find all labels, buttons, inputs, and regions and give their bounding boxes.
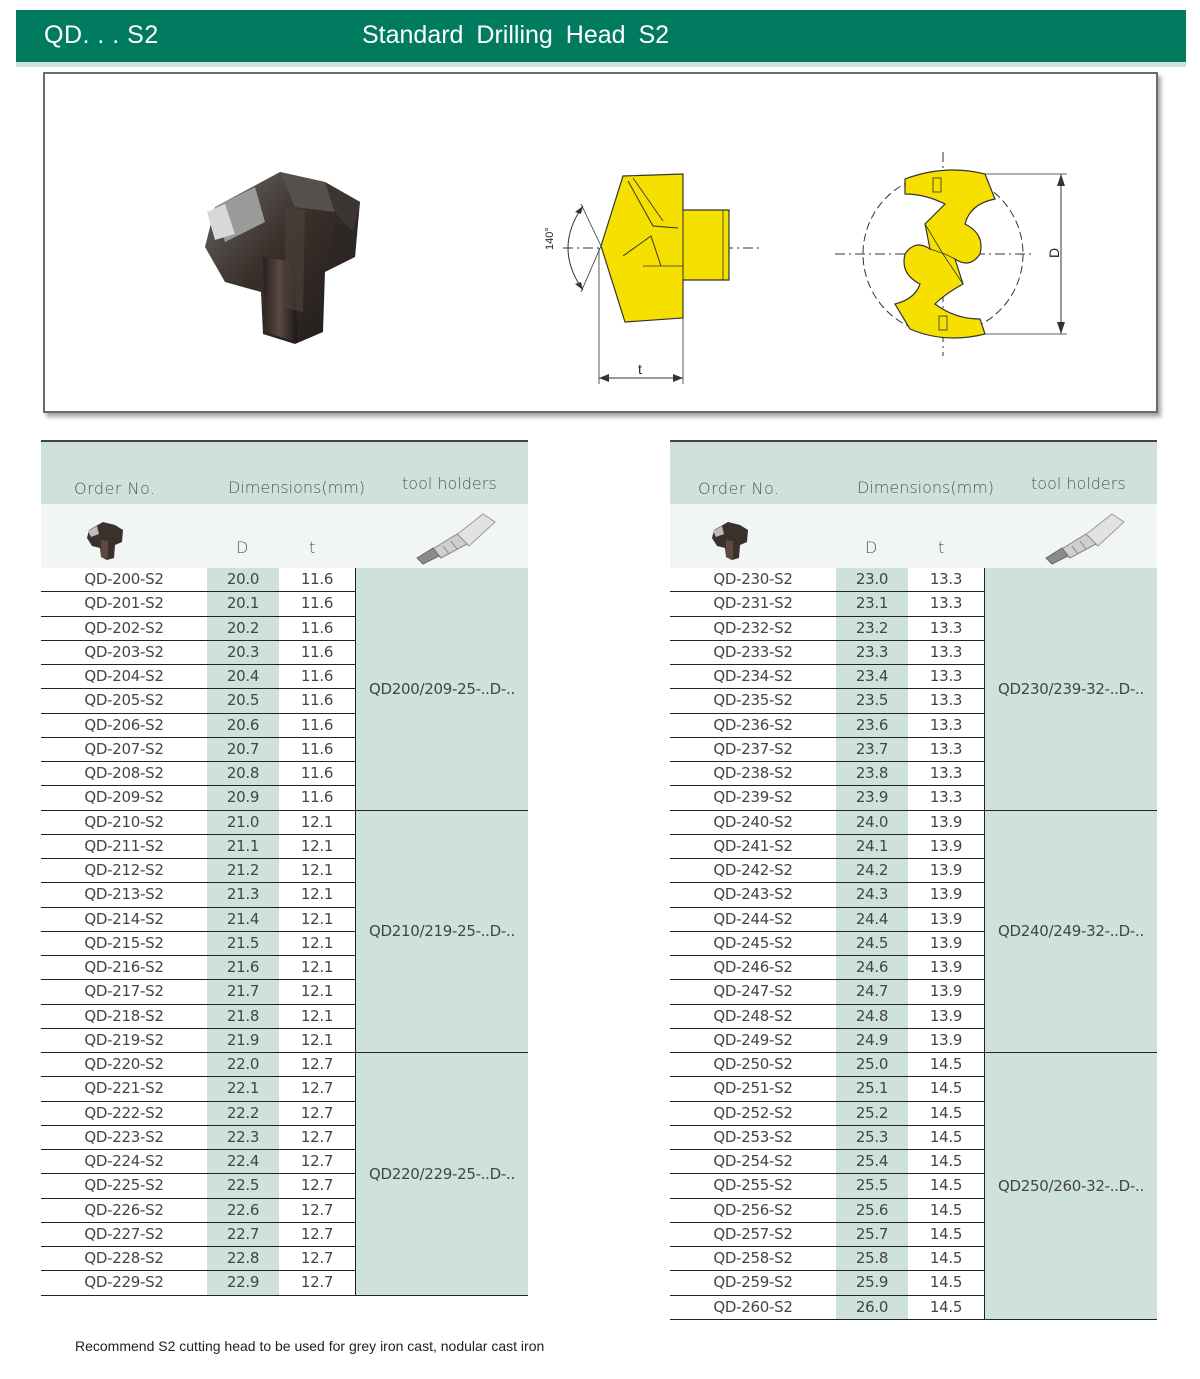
table-row — [41, 1005, 355, 1029]
t-value-cell: 11.6 — [279, 689, 355, 712]
table-row — [670, 1271, 984, 1295]
d-value-cell: 21.2 — [207, 859, 279, 882]
d-value-cell: 20.7 — [207, 738, 279, 761]
table-row — [670, 1102, 984, 1126]
order-no-header: Order No. — [698, 479, 780, 498]
d-value-cell: 25.8 — [836, 1247, 908, 1270]
table-row — [670, 1247, 984, 1271]
table-row — [41, 835, 355, 859]
product-code: QD. . . S2 — [44, 21, 159, 49]
t-value-cell: 13.9 — [908, 811, 984, 834]
order-no-header: Order No. — [74, 479, 156, 498]
t-value-cell: 13.3 — [908, 738, 984, 761]
t-value-cell: 13.9 — [908, 932, 984, 955]
t-value-cell: 13.9 — [908, 883, 984, 906]
d-value-cell: 20.9 — [207, 786, 279, 809]
order-no-cell: QD-225-S2 — [41, 1174, 207, 1197]
t-dimension-label: t — [638, 361, 642, 377]
d-value-cell: 24.8 — [836, 1005, 908, 1028]
d-value-cell: 25.9 — [836, 1271, 908, 1294]
d-value-cell: 20.1 — [207, 592, 279, 615]
table-row — [41, 908, 355, 932]
holder-group — [670, 811, 1157, 1054]
d-value-cell: 24.4 — [836, 908, 908, 931]
side-view-drawing — [533, 166, 773, 386]
t-value-cell: 12.7 — [279, 1271, 355, 1294]
order-no-cell: QD-230-S2 — [670, 568, 836, 591]
t-value-cell: 12.7 — [279, 1199, 355, 1222]
d-value-cell: 24.2 — [836, 859, 908, 882]
table-row — [670, 980, 984, 1004]
d-value-cell: 23.2 — [836, 617, 908, 640]
d-value-cell: 20.5 — [207, 689, 279, 712]
angle-label: 140° — [544, 227, 556, 250]
t-value-cell: 12.7 — [279, 1077, 355, 1100]
order-no-cell: QD-206-S2 — [41, 714, 207, 737]
order-no-cell: QD-221-S2 — [41, 1077, 207, 1100]
d-value-cell: 22.8 — [207, 1247, 279, 1270]
d-value-cell: 21.5 — [207, 932, 279, 955]
table-row — [670, 1296, 984, 1320]
d-value-cell: 21.3 — [207, 883, 279, 906]
d-value-cell: 22.9 — [207, 1271, 279, 1294]
t-value-cell: 12.7 — [279, 1126, 355, 1149]
d-column-header: D — [236, 538, 249, 557]
table-row — [670, 1029, 984, 1053]
t-value-cell: 14.5 — [908, 1223, 984, 1246]
tool-holder-cell: QD240/249-32-..D-.. — [984, 811, 1157, 1054]
table-header — [670, 440, 1157, 568]
d-value-cell: 21.6 — [207, 956, 279, 979]
table-row — [41, 1223, 355, 1247]
d-value-cell: 21.7 — [207, 980, 279, 1003]
table-row — [670, 1005, 984, 1029]
order-no-cell: QD-250-S2 — [670, 1053, 836, 1076]
table-row — [41, 980, 355, 1004]
t-value-cell: 11.6 — [279, 786, 355, 809]
page-header — [16, 10, 1186, 62]
table-row — [41, 1102, 355, 1126]
order-no-cell: QD-209-S2 — [41, 786, 207, 809]
dimensions-header: Dimensions(mm) — [857, 478, 995, 497]
order-no-cell: QD-200-S2 — [41, 568, 207, 591]
table-row — [670, 835, 984, 859]
order-no-cell: QD-255-S2 — [670, 1174, 836, 1197]
table-row — [41, 1199, 355, 1223]
d-value-cell: 25.2 — [836, 1102, 908, 1125]
left-spec-table — [41, 440, 528, 1296]
order-no-cell: QD-251-S2 — [670, 1077, 836, 1100]
table-row — [41, 617, 355, 641]
order-no-cell: QD-245-S2 — [670, 932, 836, 955]
t-value-cell: 14.5 — [908, 1053, 984, 1076]
d-column-header: D — [865, 538, 878, 557]
table-row — [41, 811, 355, 835]
table-row — [41, 1150, 355, 1174]
d-value-cell: 25.5 — [836, 1174, 908, 1197]
t-value-cell: 14.5 — [908, 1199, 984, 1222]
table-row — [670, 1053, 984, 1077]
order-no-cell: QD-208-S2 — [41, 762, 207, 785]
t-value-cell: 12.7 — [279, 1223, 355, 1246]
usage-note: Recommend S2 cutting head to be used for grey iron cast, nodular cast iron — [75, 1338, 545, 1354]
d-dimension-label: D — [1046, 247, 1062, 258]
t-value-cell: 13.9 — [908, 1005, 984, 1028]
d-value-cell: 25.0 — [836, 1053, 908, 1076]
d-value-cell: 21.0 — [207, 811, 279, 834]
order-no-cell: QD-237-S2 — [670, 738, 836, 761]
table-row — [41, 568, 355, 592]
order-no-cell: QD-223-S2 — [41, 1126, 207, 1149]
dimensions-header: Dimensions(mm) — [228, 478, 366, 497]
order-no-cell: QD-239-S2 — [670, 786, 836, 809]
order-no-cell: QD-202-S2 — [41, 617, 207, 640]
table-row — [41, 689, 355, 713]
order-no-cell: QD-226-S2 — [41, 1199, 207, 1222]
order-no-cell: QD-252-S2 — [670, 1102, 836, 1125]
d-value-cell: 25.6 — [836, 1199, 908, 1222]
order-no-cell: QD-207-S2 — [41, 738, 207, 761]
order-no-cell: QD-232-S2 — [670, 617, 836, 640]
t-value-cell: 14.5 — [908, 1271, 984, 1294]
t-value-cell: 14.5 — [908, 1296, 984, 1319]
order-no-cell: QD-204-S2 — [41, 665, 207, 688]
tool-holders-header: tool holders — [1031, 474, 1126, 493]
table-row — [41, 1077, 355, 1101]
d-value-cell: 20.6 — [207, 714, 279, 737]
d-value-cell: 23.5 — [836, 689, 908, 712]
t-value-cell: 14.5 — [908, 1102, 984, 1125]
table-row — [41, 1174, 355, 1198]
d-value-cell: 23.8 — [836, 762, 908, 785]
t-value-cell: 13.3 — [908, 714, 984, 737]
d-value-cell: 21.1 — [207, 835, 279, 858]
holder-group — [41, 568, 528, 811]
d-value-cell: 25.3 — [836, 1126, 908, 1149]
order-no-cell: QD-214-S2 — [41, 908, 207, 931]
d-value-cell: 22.5 — [207, 1174, 279, 1197]
order-no-cell: QD-215-S2 — [41, 932, 207, 955]
t-value-cell: 13.3 — [908, 617, 984, 640]
order-no-cell: QD-247-S2 — [670, 980, 836, 1003]
t-value-cell: 13.3 — [908, 786, 984, 809]
order-no-cell: QD-228-S2 — [41, 1247, 207, 1270]
order-no-cell: QD-220-S2 — [41, 1053, 207, 1076]
order-no-cell: QD-218-S2 — [41, 1005, 207, 1028]
order-no-cell: QD-240-S2 — [670, 811, 836, 834]
order-no-cell: QD-222-S2 — [41, 1102, 207, 1125]
d-value-cell: 24.9 — [836, 1029, 908, 1052]
table-row — [670, 568, 984, 592]
table-row — [41, 859, 355, 883]
d-value-cell: 22.7 — [207, 1223, 279, 1246]
d-value-cell: 23.9 — [836, 786, 908, 809]
table-row — [41, 592, 355, 616]
drill-head-render-icon — [185, 162, 375, 352]
t-value-cell: 12.7 — [279, 1053, 355, 1076]
tool-holder-cell: QD220/229-25-..D-.. — [355, 1053, 528, 1296]
d-value-cell: 24.5 — [836, 932, 908, 955]
tool-holder-icon — [411, 506, 501, 566]
order-no-cell: QD-249-S2 — [670, 1029, 836, 1052]
order-no-cell: QD-216-S2 — [41, 956, 207, 979]
d-value-cell: 24.6 — [836, 956, 908, 979]
table-row — [670, 738, 984, 762]
table-row — [41, 786, 355, 810]
tool-holder-cell: QD210/219-25-..D-.. — [355, 811, 528, 1054]
page-title: Standard Drilling Head S2 — [362, 21, 670, 49]
order-no-cell: QD-256-S2 — [670, 1199, 836, 1222]
order-no-cell: QD-248-S2 — [670, 1005, 836, 1028]
table-row — [41, 1029, 355, 1053]
d-value-cell: 22.4 — [207, 1150, 279, 1173]
d-value-cell: 22.3 — [207, 1126, 279, 1149]
table-row — [41, 665, 355, 689]
t-value-cell: 12.1 — [279, 859, 355, 882]
d-value-cell: 22.0 — [207, 1053, 279, 1076]
table-row — [41, 1247, 355, 1271]
t-value-cell: 11.6 — [279, 592, 355, 615]
table-row — [41, 1053, 355, 1077]
t-value-cell: 14.5 — [908, 1077, 984, 1100]
d-value-cell: 23.0 — [836, 568, 908, 591]
table-row — [670, 932, 984, 956]
t-value-cell: 12.1 — [279, 980, 355, 1003]
order-no-cell: QD-213-S2 — [41, 883, 207, 906]
order-no-cell: QD-219-S2 — [41, 1029, 207, 1052]
t-value-cell: 13.9 — [908, 908, 984, 931]
holder-group — [41, 811, 528, 1054]
order-no-cell: QD-217-S2 — [41, 980, 207, 1003]
t-value-cell: 12.1 — [279, 908, 355, 931]
t-value-cell: 12.1 — [279, 883, 355, 906]
table-row — [670, 908, 984, 932]
t-value-cell: 13.9 — [908, 1029, 984, 1052]
d-value-cell: 25.7 — [836, 1223, 908, 1246]
t-value-cell: 12.1 — [279, 835, 355, 858]
table-row — [670, 811, 984, 835]
t-value-cell: 11.6 — [279, 617, 355, 640]
table-row — [670, 1077, 984, 1101]
drill-head-thumbnail-icon — [83, 520, 125, 560]
tool-holder-cell: QD230/239-32-..D-.. — [984, 568, 1157, 811]
d-value-cell: 22.1 — [207, 1077, 279, 1100]
table-row — [41, 956, 355, 980]
table-row — [670, 859, 984, 883]
d-value-cell: 23.6 — [836, 714, 908, 737]
table-row — [670, 592, 984, 616]
t-column-header: t — [938, 538, 945, 557]
table-row — [41, 1271, 355, 1295]
table-row — [41, 641, 355, 665]
table-row — [670, 714, 984, 738]
left-table-body — [41, 568, 528, 1296]
table-row — [670, 1199, 984, 1223]
t-value-cell: 13.9 — [908, 835, 984, 858]
d-value-cell: 24.1 — [836, 835, 908, 858]
order-no-cell: QD-257-S2 — [670, 1223, 836, 1246]
t-value-cell: 12.7 — [279, 1247, 355, 1270]
order-no-cell: QD-244-S2 — [670, 908, 836, 931]
table-row — [41, 883, 355, 907]
d-value-cell: 20.2 — [207, 617, 279, 640]
t-value-cell: 12.1 — [279, 1005, 355, 1028]
table-row — [670, 641, 984, 665]
t-value-cell: 13.9 — [908, 956, 984, 979]
table-row — [670, 1174, 984, 1198]
table-header — [41, 440, 528, 568]
table-row — [41, 1126, 355, 1150]
t-value-cell: 14.5 — [908, 1247, 984, 1270]
d-value-cell: 20.0 — [207, 568, 279, 591]
order-no-cell: QD-236-S2 — [670, 714, 836, 737]
d-value-cell: 24.3 — [836, 883, 908, 906]
d-value-cell: 20.4 — [207, 665, 279, 688]
table-row — [670, 1126, 984, 1150]
order-no-cell: QD-233-S2 — [670, 641, 836, 664]
d-value-cell: 20.3 — [207, 641, 279, 664]
d-value-cell: 21.9 — [207, 1029, 279, 1052]
order-no-cell: QD-241-S2 — [670, 835, 836, 858]
t-value-cell: 11.6 — [279, 665, 355, 688]
d-value-cell: 21.4 — [207, 908, 279, 931]
order-no-cell: QD-243-S2 — [670, 883, 836, 906]
order-no-cell: QD-201-S2 — [41, 592, 207, 615]
order-no-cell: QD-212-S2 — [41, 859, 207, 882]
t-value-cell: 11.6 — [279, 568, 355, 591]
tool-holders-header: tool holders — [402, 474, 497, 493]
t-value-cell: 13.3 — [908, 665, 984, 688]
d-value-cell: 24.0 — [836, 811, 908, 834]
t-value-cell: 11.6 — [279, 714, 355, 737]
table-row — [670, 1223, 984, 1247]
t-value-cell: 11.6 — [279, 738, 355, 761]
t-value-cell: 12.1 — [279, 1029, 355, 1052]
order-no-cell: QD-229-S2 — [41, 1271, 207, 1294]
order-no-cell: QD-231-S2 — [670, 592, 836, 615]
holder-group — [670, 1053, 1157, 1320]
table-row — [670, 617, 984, 641]
d-value-cell: 21.8 — [207, 1005, 279, 1028]
d-value-cell: 23.4 — [836, 665, 908, 688]
tool-holder-cell: QD250/260-32-..D-.. — [984, 1053, 1157, 1320]
table-row — [670, 883, 984, 907]
table-row — [670, 762, 984, 786]
t-value-cell: 14.5 — [908, 1150, 984, 1173]
d-value-cell: 26.0 — [836, 1296, 908, 1319]
t-value-cell: 13.9 — [908, 980, 984, 1003]
t-value-cell: 12.7 — [279, 1150, 355, 1173]
right-table-body — [670, 568, 1157, 1320]
d-value-cell: 23.1 — [836, 592, 908, 615]
t-value-cell: 14.5 — [908, 1174, 984, 1197]
order-no-cell: QD-260-S2 — [670, 1296, 836, 1319]
d-value-cell: 20.8 — [207, 762, 279, 785]
holder-group — [41, 1053, 528, 1296]
table-row — [670, 689, 984, 713]
front-view-drawing — [835, 144, 1095, 364]
order-no-cell: QD-211-S2 — [41, 835, 207, 858]
drill-head-thumbnail-icon — [708, 520, 750, 560]
tool-holder-cell: QD200/209-25-..D-.. — [355, 568, 528, 811]
t-value-cell: 11.6 — [279, 762, 355, 785]
product-figure — [43, 72, 1158, 413]
d-value-cell: 25.1 — [836, 1077, 908, 1100]
table-row — [41, 932, 355, 956]
d-value-cell: 22.2 — [207, 1102, 279, 1125]
t-value-cell: 12.1 — [279, 956, 355, 979]
t-value-cell: 13.3 — [908, 568, 984, 591]
d-value-cell: 24.7 — [836, 980, 908, 1003]
t-value-cell: 12.1 — [279, 932, 355, 955]
t-value-cell: 12.7 — [279, 1102, 355, 1125]
d-value-cell: 23.7 — [836, 738, 908, 761]
order-no-cell: QD-205-S2 — [41, 689, 207, 712]
holder-group — [670, 568, 1157, 811]
t-value-cell: 12.1 — [279, 811, 355, 834]
order-no-cell: QD-253-S2 — [670, 1126, 836, 1149]
t-value-cell: 13.3 — [908, 689, 984, 712]
order-no-cell: QD-203-S2 — [41, 641, 207, 664]
order-no-cell: QD-227-S2 — [41, 1223, 207, 1246]
table-row — [41, 762, 355, 786]
table-row — [670, 1150, 984, 1174]
t-column-header: t — [309, 538, 316, 557]
table-row — [670, 786, 984, 810]
order-no-cell: QD-234-S2 — [670, 665, 836, 688]
table-row — [41, 738, 355, 762]
table-row — [670, 665, 984, 689]
tool-holder-icon — [1040, 506, 1130, 566]
t-value-cell: 11.6 — [279, 641, 355, 664]
d-value-cell: 25.4 — [836, 1150, 908, 1173]
t-value-cell: 13.3 — [908, 641, 984, 664]
order-no-cell: QD-238-S2 — [670, 762, 836, 785]
d-value-cell: 23.3 — [836, 641, 908, 664]
right-spec-table — [670, 440, 1157, 1320]
order-no-cell: QD-224-S2 — [41, 1150, 207, 1173]
d-value-cell: 22.6 — [207, 1199, 279, 1222]
order-no-cell: QD-210-S2 — [41, 811, 207, 834]
order-no-cell: QD-242-S2 — [670, 859, 836, 882]
order-no-cell: QD-246-S2 — [670, 956, 836, 979]
t-value-cell: 13.3 — [908, 592, 984, 615]
t-value-cell: 12.7 — [279, 1174, 355, 1197]
t-value-cell: 13.9 — [908, 859, 984, 882]
header-underline — [16, 62, 1186, 67]
table-row — [41, 714, 355, 738]
t-value-cell: 13.3 — [908, 762, 984, 785]
order-no-cell: QD-258-S2 — [670, 1247, 836, 1270]
order-no-cell: QD-254-S2 — [670, 1150, 836, 1173]
table-row — [670, 956, 984, 980]
order-no-cell: QD-259-S2 — [670, 1271, 836, 1294]
t-value-cell: 14.5 — [908, 1126, 984, 1149]
order-no-cell: QD-235-S2 — [670, 689, 836, 712]
